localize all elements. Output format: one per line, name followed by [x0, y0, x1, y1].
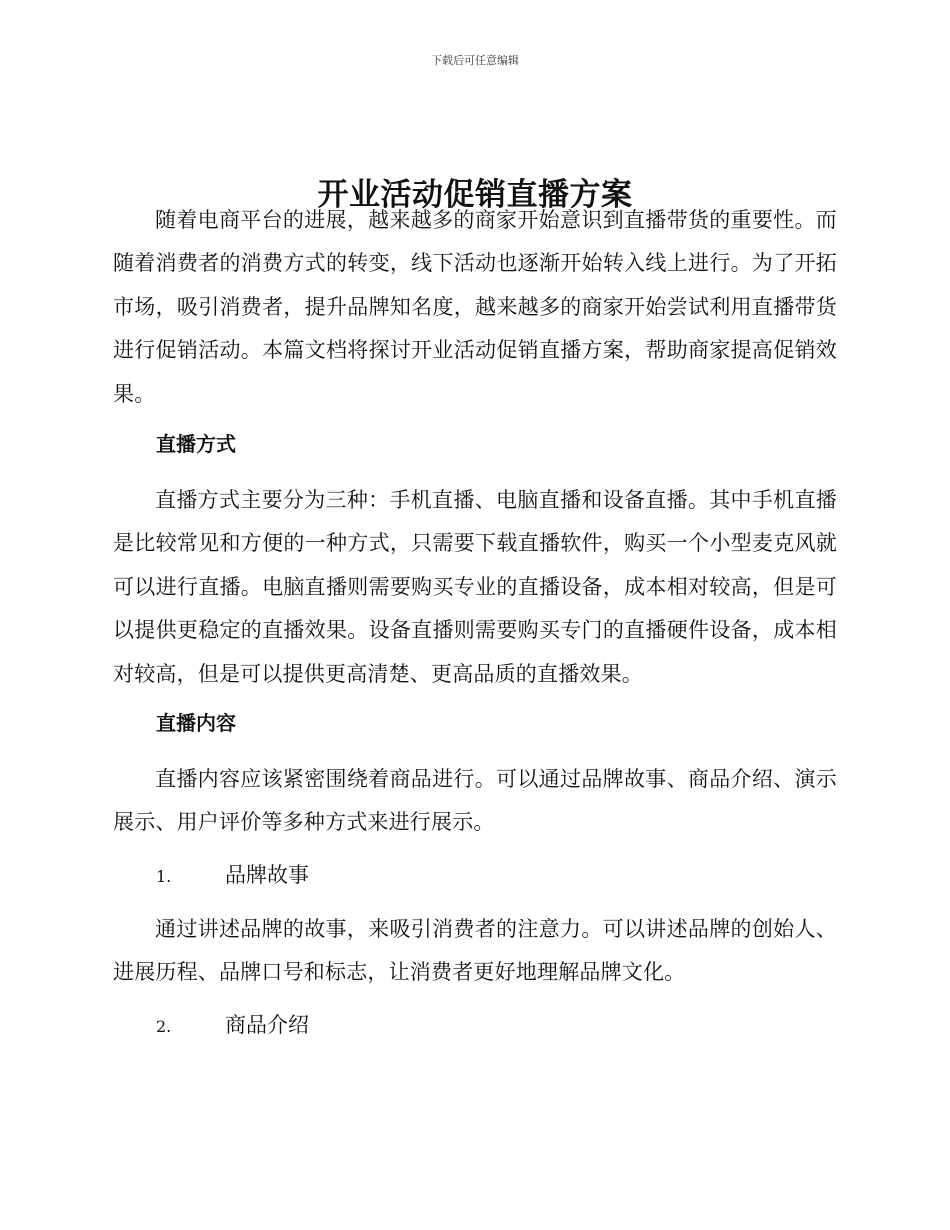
- section-heading-live-method: 直播方式: [156, 432, 236, 456]
- list-item-number: 1.: [156, 867, 172, 886]
- section-body-live-content: 直播内容应该紧密围绕着商品进行。可以通过品牌故事、商品介绍、演示展示、用户评价等多种方式来进行展示。: [113, 767, 837, 835]
- numbered-list-item: [156, 1010, 836, 1042]
- document-title: 开业活动促销直播方案: [317, 176, 633, 213]
- section-heading-live-content: 直播内容: [156, 711, 236, 735]
- list-item-label: 商品介绍: [225, 1013, 309, 1037]
- list-item-body-brand-story: 通过讲述品牌的故事，来吸引消费者的注意力。可以讲述品牌的创始人、进展历程、品牌口号和标志，让消费者更好地理解品牌文化。: [113, 917, 837, 985]
- list-item-label: 品牌故事: [225, 863, 309, 887]
- section-body-live-method: 直播方式主要分为三种：手机直播、电脑直播和设备直播。其中手机直播是比较常见和方便的一种方式，只需要下载直播软件，购买一个小型麦克风就可以进行直播。电脑直播则需要购买专业的直播设备，成本相对较高，但是可以提供更稳定的直播效果。设备直播则需要购买专门的直播硬件设备，成本相对较高，但是可以提供更高清楚、更高品质的直播效果。: [113, 488, 837, 686]
- list-item-number: 2.: [156, 1017, 172, 1036]
- header-note: 下载后可任意编辑: [431, 54, 519, 67]
- intro-paragraph: 随着电商平台的进展，越来越多的商家开始意识到直播带货的重要性。而随着消费者的消费方式的转变，线下活动也逐渐开始转入线上进行。为了开拓市场，吸引消费者，提升品牌知名度，越来越多的商家开始尝试利用直播带货进行促销活动。本篇文档将探讨开业活动促销直播方案，帮助商家提高促销效果。: [113, 208, 837, 406]
- numbered-list-item: [156, 860, 836, 892]
